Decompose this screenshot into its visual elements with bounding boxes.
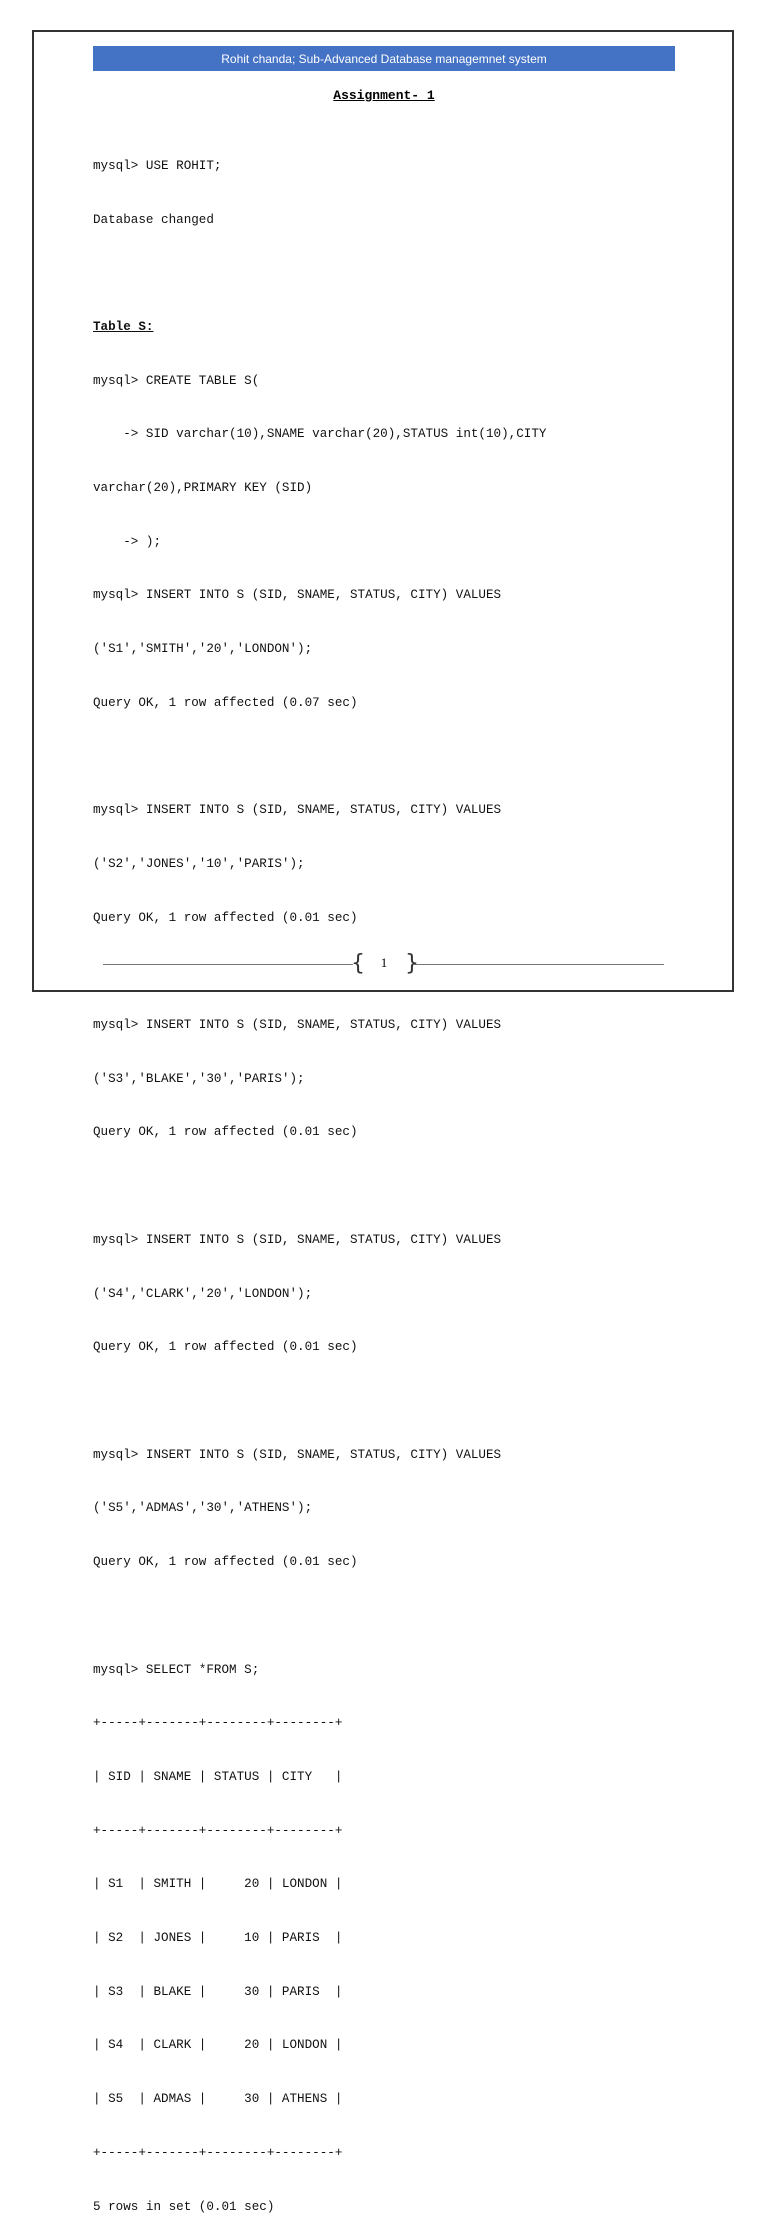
text-line: Query OK, 1 row affected (0.01 sec): [93, 1555, 358, 1570]
table-row: | S4 | CLARK | 20 | LONDON |: [93, 2038, 343, 2053]
footer-brace-close: }: [405, 951, 419, 976]
text-line: [93, 265, 693, 283]
footer-rule-left: [103, 964, 353, 965]
text-line: mysql> USE ROHIT;: [93, 158, 222, 173]
text-line: Query OK, 1 row affected (0.01 sec): [93, 1125, 358, 1140]
text-line: [93, 749, 693, 767]
table-border: +-----+-------+--------+--------+: [93, 1716, 343, 1731]
text-line: -> SID varchar(10),SNAME varchar(20),STATUS int(10),CITY: [93, 427, 547, 442]
table-row: | S5 | ADMAS | 30 | ATHENS |: [93, 2092, 343, 2107]
footer-brace-open: {: [351, 951, 365, 976]
text-line: varchar(20),PRIMARY KEY (SID): [93, 481, 313, 496]
section-heading: Table S:: [93, 319, 154, 334]
text-line: mysql> SELECT *FROM S;: [93, 1662, 260, 1677]
text-line: ('S2','JONES','10','PARIS');: [93, 856, 305, 871]
page-title: Assignment- 1: [333, 88, 435, 103]
header-text: Rohit chanda; Sub-Advanced Database managemnet system: [221, 51, 547, 66]
header-bar: [93, 46, 675, 71]
text-line: Database changed: [93, 212, 214, 227]
text-line: ('S4','CLARK','20','LONDON');: [93, 1286, 313, 1301]
text-line: mysql> INSERT INTO S (SID, SNAME, STATUS, CITY) VALUES: [93, 1018, 502, 1033]
text-line: Query OK, 1 row affected (0.01 sec): [93, 1340, 358, 1355]
text-line: -> );: [93, 534, 162, 549]
document-body: [93, 122, 693, 2234]
table-header-row: | SID | SNAME | STATUS | CITY |: [93, 1769, 343, 1784]
text-line: mysql> INSERT INTO S (SID, SNAME, STATUS, CITY) VALUES: [93, 588, 502, 603]
table-row: | S3 | BLAKE | 30 | PARIS |: [93, 1984, 343, 1999]
text-line: ('S3','BLAKE','30','PARIS');: [93, 1071, 305, 1086]
text-line: 5 rows in set (0.01 sec): [93, 2199, 275, 2214]
text-line: [93, 1608, 693, 1626]
footer-rule-right: [414, 964, 664, 965]
text-line: mysql> INSERT INTO S (SID, SNAME, STATUS, CITY) VALUES: [93, 1447, 502, 1462]
text-line: ('S1','SMITH','20','LONDON');: [93, 642, 313, 657]
text-line: [93, 1178, 693, 1196]
text-line: ('S5','ADMAS','30','ATHENS');: [93, 1501, 313, 1516]
text-line: Query OK, 1 row affected (0.01 sec): [93, 910, 358, 925]
table-border: +-----+-------+--------+--------+: [93, 1823, 343, 1838]
table-row: | S1 | SMITH | 20 | LONDON |: [93, 1877, 343, 1892]
table-row: | S2 | JONES | 10 | PARIS |: [93, 1931, 343, 1946]
text-line: mysql> INSERT INTO S (SID, SNAME, STATUS, CITY) VALUES: [93, 803, 502, 818]
page-number: 1: [380, 955, 388, 970]
text-line: [93, 1393, 693, 1411]
table-border: +-----+-------+--------+--------+: [93, 2145, 343, 2160]
text-line: mysql> INSERT INTO S (SID, SNAME, STATUS, CITY) VALUES: [93, 1232, 502, 1247]
text-line: mysql> CREATE TABLE S(: [93, 373, 260, 388]
text-line: Query OK, 1 row affected (0.07 sec): [93, 695, 358, 710]
